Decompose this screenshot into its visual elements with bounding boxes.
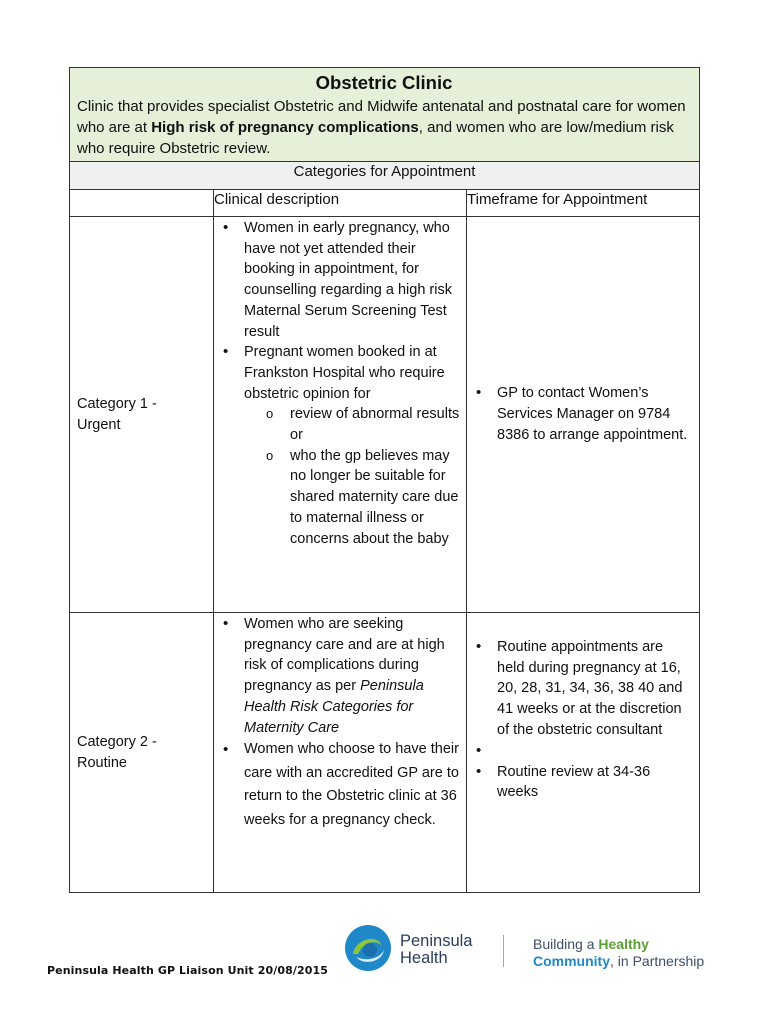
header-cell	[70, 68, 700, 162]
list-item-text: Pregnant women booked in at Frankston Hospital who require obstetric opinion for	[244, 344, 445, 402]
clinic-table	[69, 67, 700, 893]
tagline	[533, 936, 704, 970]
list-item: • GP to contact Women’s Services Manager on 9784 8386 to arrange appointment.	[467, 383, 693, 445]
category-2-timeframe	[467, 613, 700, 893]
clinic-description	[77, 96, 691, 159]
footer-text: Peninsula Health GP Liaison Unit 20/08/2015	[47, 964, 328, 977]
tagline-text: Building a	[533, 936, 599, 952]
sub-list-item: o review of abnormal results or	[214, 404, 460, 445]
category-1-label	[70, 217, 214, 613]
category-2-label	[70, 613, 214, 893]
column-header-row	[70, 190, 700, 217]
list-item: • Women in early pregnancy, who have not yet attended their booking in appointment, for counselling regarding a high risk Maternal Serum Screening Test result	[214, 218, 460, 342]
category-2-label-line2: Routine	[77, 754, 127, 771]
category-1-label-line1: Category 1 -	[77, 395, 157, 412]
list-item: • Women who choose to have their care with an accredited GP are to return to the Obstetric clinic at 36 weeks for a pregnancy check.	[214, 738, 460, 832]
column-header-timeframe: Timeframe for Appointment	[467, 190, 700, 217]
list-item-text: Women who are seeking pregnancy care and are at high risk of complications during pregnancy as per	[244, 616, 445, 695]
column-header-description: Clinical description	[214, 190, 467, 217]
category-1-description	[214, 217, 467, 613]
intro-bold-text: High risk of pregnancy complications	[151, 119, 419, 136]
logo-text	[400, 933, 472, 967]
category-1-timeframe	[467, 217, 700, 613]
list-item: • Routine review at 34-36 weeks	[467, 762, 693, 803]
table-row	[70, 217, 700, 613]
logo-text-line2: Health	[400, 949, 448, 967]
list-item: • Routine appointments are held during pregnancy at 16, 20, 28, 31, 34, 36, 38 40 and 41 weeks or at the discretion of the obstetric consultant	[467, 637, 693, 741]
category-2-description	[214, 613, 467, 893]
list-item	[214, 614, 460, 738]
peninsula-health-logo-icon	[344, 924, 392, 972]
logo-text-line1: Peninsula	[400, 932, 473, 950]
intro-text-end: , and women who are low/medium risk who require Obstetric review.	[77, 119, 674, 157]
list-item-italic-text: Peninsula Health Risk Categories for Maternity Care	[244, 678, 424, 736]
tagline-text-end: , in Partnership	[610, 953, 705, 969]
category-2-label-line1: Category 2 -	[77, 733, 157, 750]
sub-list-item: o who the gp believes may no longer be suitable for shared maternity care due to maternal illness or concerns about the baby	[214, 446, 460, 550]
page-title: Obstetric Clinic	[315, 72, 453, 93]
list-spacer	[467, 741, 693, 762]
header-row	[70, 68, 700, 162]
category-1-label-line2: Urgent	[77, 416, 121, 433]
intro-text: Clinic that provides specialist Obstetric and Midwife antenatal and postnatal care for women who are at	[77, 98, 686, 136]
categories-heading: Categories for Appointment	[70, 162, 700, 190]
tagline-healthy: Healthy	[598, 936, 649, 952]
footer-divider	[503, 935, 504, 967]
table-row	[70, 613, 700, 893]
column-header-empty	[70, 190, 214, 217]
tagline-community: Community	[533, 953, 610, 969]
categories-heading-row	[70, 162, 700, 190]
list-item	[214, 342, 460, 549]
